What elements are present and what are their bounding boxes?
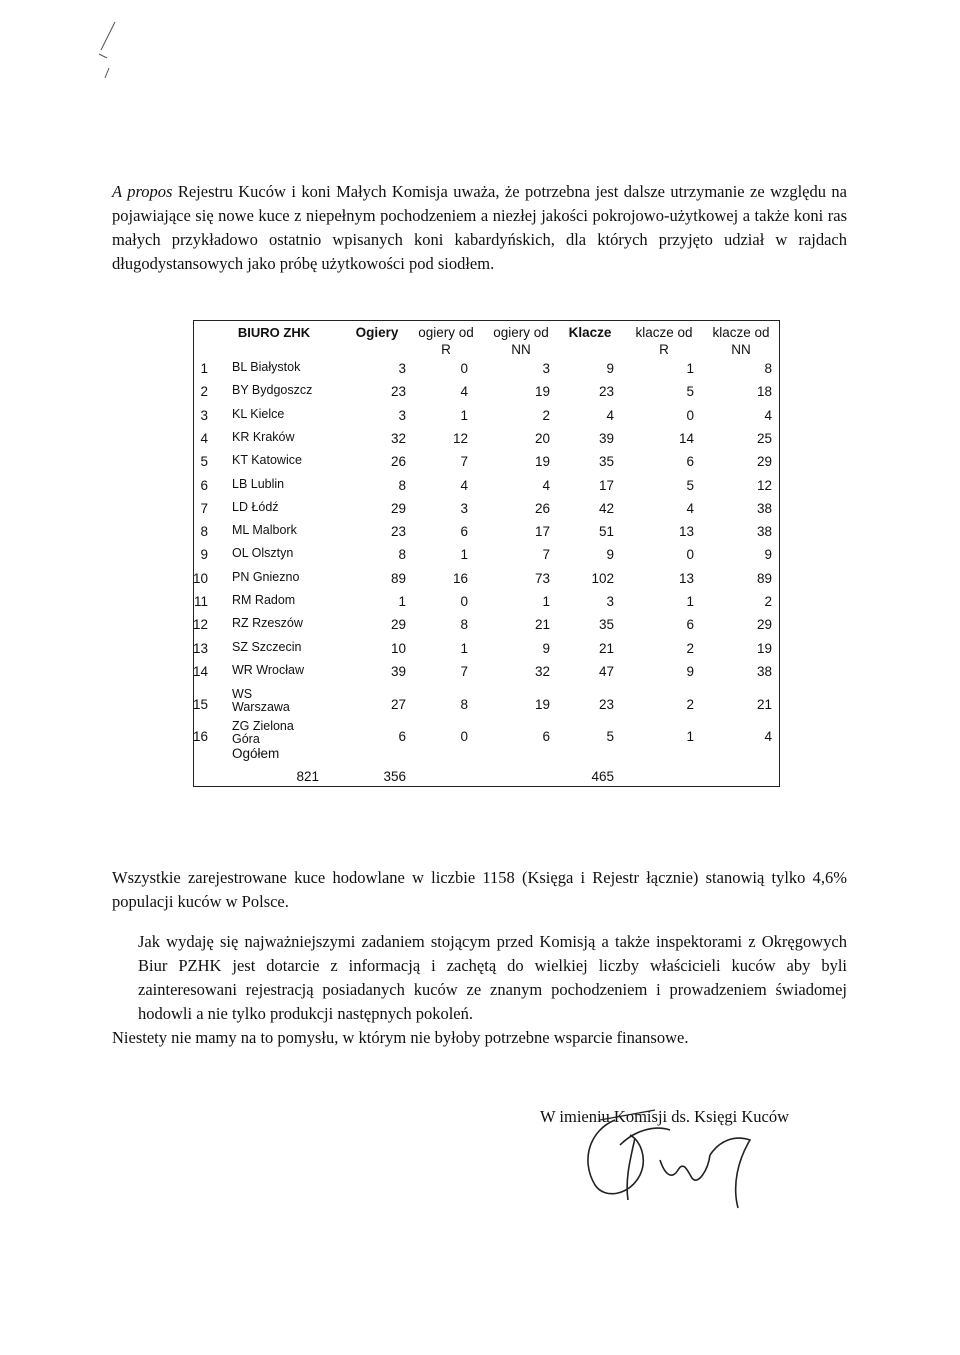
row-value-3: 73 [534, 570, 550, 586]
row-value-4: 23 [598, 384, 614, 400]
row-value-5: 2 [686, 697, 694, 712]
intro-text: Rejestru Kuców i koni Małych Komisja uważa, że potrzebna jest dalsze utrzymanie ze względu na pojawiające się nowe kuce z niepełnym pochodzeniem a niezłej jakości pokrojowo-użytkowej a także koni ras małych przykładowo ostatnio wpisanych koni kabardyńskich, dla których przyjęto udział w rajdach długodystansowych jako próbę użytkowości pod siodłem. [112, 182, 847, 273]
row-value-1: 10 [390, 640, 406, 656]
row-value-4: 102 [591, 570, 614, 586]
row-office-name: KR Kraków [232, 429, 295, 444]
row-value-2: 0 [460, 361, 468, 376]
row-value-2: 4 [460, 384, 468, 400]
row-value-4: 4 [606, 407, 614, 423]
row-value-5: 13 [678, 570, 694, 586]
row-number: 14 [192, 663, 208, 679]
row-office-name: BY Bydgoszcz [232, 383, 313, 398]
row-value-1: 27 [390, 697, 406, 712]
row-value-1: 6 [398, 729, 406, 744]
row-value-4: 39 [598, 430, 614, 446]
row-value-4: 21 [598, 640, 614, 656]
row-office-name: RM Radom [232, 593, 296, 607]
row-value-2: 7 [460, 663, 468, 679]
row-office-name: RZ Rzeszów [232, 616, 303, 631]
row-value-5: 5 [686, 477, 694, 493]
row-number: 1 [200, 361, 208, 376]
row-value-4: 17 [598, 477, 614, 493]
row-value-5: 2 [686, 640, 694, 656]
row-number: 6 [200, 477, 208, 493]
row-value-1: 3 [398, 407, 406, 423]
row-value-2: 1 [460, 407, 468, 423]
row-value-2: 0 [460, 594, 468, 609]
row-number: 4 [200, 430, 208, 446]
row-value-3: 26 [534, 500, 550, 516]
row-value-1: 3 [398, 361, 406, 376]
row-value-3: 17 [534, 524, 550, 540]
row-value-6: 25 [756, 430, 772, 446]
row-office-name: ML Malbork [232, 523, 297, 538]
row-value-6: 8 [764, 361, 772, 376]
row-office-name: WS Warszawa [232, 687, 290, 714]
table-row [194, 431, 779, 453]
handwritten-signature [560, 1100, 780, 1210]
row-number: 11 [193, 594, 208, 609]
table-row [194, 571, 779, 593]
table-row [194, 361, 779, 383]
row-value-6: 4 [764, 407, 772, 423]
table-row [194, 547, 779, 569]
row-value-4: 23 [598, 697, 614, 712]
row-value-1: 1 [398, 594, 406, 609]
table-row [194, 384, 779, 406]
row-value-3: 9 [542, 640, 550, 656]
total-all: 821 [296, 769, 319, 784]
row-value-3: 1 [542, 594, 550, 609]
row-number: 8 [200, 524, 208, 540]
table-row [194, 664, 779, 686]
row-value-5: 1 [686, 594, 694, 609]
row-value-3: 6 [542, 729, 550, 744]
header-ogiery-od-nn: ogiery od NN [493, 325, 549, 357]
row-value-1: 26 [390, 454, 406, 470]
row-number: 2 [200, 384, 208, 400]
registry-table [193, 320, 780, 787]
total-ogiery: 356 [383, 769, 406, 784]
row-value-6: 89 [756, 570, 772, 586]
row-number: 10 [192, 570, 208, 586]
row-value-2: 1 [460, 640, 468, 656]
header-klacze-od-r: klacze od R [635, 325, 693, 357]
row-number: 13 [192, 640, 208, 656]
row-value-1: 29 [390, 500, 406, 516]
row-value-6: 21 [756, 697, 772, 712]
table-row [192, 687, 779, 719]
row-value-5: 0 [686, 407, 694, 423]
row-office-name: KT Katowice [232, 453, 302, 468]
row-value-1: 89 [390, 570, 406, 586]
row-value-5: 0 [686, 547, 694, 563]
commission-paragraph [112, 930, 847, 1050]
row-value-1: 8 [398, 477, 406, 493]
row-office-name: ZG Zielona Góra [232, 719, 294, 746]
row-value-4: 5 [606, 729, 614, 744]
row-value-2: 4 [460, 477, 468, 493]
row-office-name: OL Olsztyn [232, 546, 294, 561]
row-value-5: 1 [686, 729, 694, 744]
row-office-name: SZ Szczecin [232, 639, 302, 654]
commission-main-text: Jak wydaję się najważniejszymi zadaniem stojącym przed Komisją a także inspektorami z Okręgowych Biur PZHK jest dotarcie z informacją i zachętą do wielkiej liczby właścicieli kuców aby byli zainteresowani rejestracją posiadanych kuców ze znanym pochodzeniem i prowadzeniem świadomej hodowli a nie tylko produkcji następnych pokoleń. [138, 932, 847, 1023]
row-value-1: 23 [390, 524, 406, 540]
row-number: 9 [200, 547, 208, 563]
row-number: 3 [200, 407, 208, 423]
row-value-3: 2 [542, 407, 550, 423]
row-value-2: 6 [460, 524, 468, 540]
scan-artifact [95, 20, 125, 80]
row-value-5: 13 [678, 524, 694, 540]
intro-italic-lead: A propos [112, 182, 173, 201]
row-value-4: 47 [598, 663, 614, 679]
total-klacze: 465 [591, 769, 614, 784]
table-row [194, 594, 779, 616]
row-value-5: 9 [686, 663, 694, 679]
row-value-3: 7 [542, 547, 550, 563]
total-label: Ogółem [232, 746, 280, 761]
row-value-5: 5 [686, 384, 694, 400]
row-value-3: 19 [534, 454, 550, 470]
row-value-2: 8 [460, 617, 468, 633]
row-number: 7 [200, 500, 208, 516]
table-row [194, 524, 779, 546]
row-number: 16 [192, 729, 208, 744]
row-value-6: 18 [756, 384, 772, 400]
commission-second-text: Niestety nie mamy na to pomysłu, w którym nie byłoby potrzebne wsparcie finansowe. [112, 1028, 689, 1047]
row-value-4: 51 [598, 524, 614, 540]
row-value-6: 29 [756, 617, 772, 633]
row-value-4: 9 [606, 361, 614, 376]
row-value-2: 1 [460, 547, 468, 563]
table-row [194, 408, 779, 430]
row-value-2: 7 [460, 454, 468, 470]
table-row [194, 501, 779, 523]
row-value-4: 9 [606, 547, 614, 563]
row-office-name: WR Wrocław [232, 662, 304, 677]
header-klacze-od-nn: klacze od NN [712, 325, 770, 357]
row-value-1: 29 [390, 617, 406, 633]
row-value-6: 12 [756, 477, 772, 493]
row-value-4: 42 [598, 500, 614, 516]
row-office-name: LD Łódź [232, 499, 279, 514]
signature-line: W imieniu Komisji ds. Księgi Kuców [540, 1107, 790, 1126]
header-biuro: BIURO ZHK [237, 325, 311, 340]
row-value-3: 4 [542, 477, 550, 493]
row-value-3: 32 [534, 663, 550, 679]
table-row [194, 454, 779, 476]
row-value-6: 19 [756, 640, 772, 656]
row-value-3: 19 [534, 697, 550, 712]
row-value-3: 19 [534, 384, 550, 400]
row-value-2: 0 [460, 729, 468, 744]
row-value-1: 32 [390, 430, 406, 446]
header-klacze: Klacze [568, 325, 612, 340]
header-ogiery: Ogiery [355, 325, 399, 340]
row-value-3: 20 [534, 430, 550, 446]
row-value-2: 16 [452, 570, 468, 586]
row-value-3: 21 [534, 617, 550, 633]
row-value-6: 38 [756, 524, 772, 540]
row-value-1: 23 [390, 384, 406, 400]
population-paragraph: Wszystkie zarejestrowane kuce hodowlane w liczbie 1158 (Księga i Rejestr łącznie) stanowią tylko 4,6% populacji kuców w Polsce. [112, 868, 847, 911]
row-office-name: KL Kielce [232, 406, 285, 421]
row-value-2: 12 [452, 430, 468, 446]
table-header [194, 324, 779, 364]
table-row [194, 478, 779, 500]
row-value-4: 3 [606, 594, 614, 609]
row-office-name: PN Gniezno [232, 569, 300, 584]
row-value-5: 1 [686, 361, 694, 376]
row-number: 12 [192, 617, 208, 633]
row-value-2: 8 [460, 697, 468, 712]
table-row [194, 617, 779, 639]
row-office-name: BL Białystok [232, 360, 301, 374]
row-value-4: 35 [598, 617, 614, 633]
row-value-1: 39 [390, 663, 406, 679]
row-value-5: 6 [686, 454, 694, 470]
row-value-5: 14 [678, 430, 694, 446]
row-value-3: 3 [542, 361, 550, 376]
row-value-6: 4 [764, 729, 772, 744]
row-value-5: 6 [686, 617, 694, 633]
table-row [192, 719, 779, 751]
row-value-6: 38 [756, 500, 772, 516]
row-value-4: 35 [598, 454, 614, 470]
row-number: 15 [192, 697, 208, 712]
row-value-6: 2 [764, 594, 772, 609]
row-value-1: 8 [398, 547, 406, 563]
intro-paragraph [112, 180, 847, 276]
row-number: 5 [200, 454, 208, 470]
row-value-2: 3 [460, 500, 468, 516]
row-office-name: LB Lublin [232, 476, 285, 491]
header-ogiery-od-r: ogiery od R [418, 325, 474, 357]
row-value-6: 38 [756, 663, 772, 679]
row-value-5: 4 [686, 500, 694, 516]
row-value-6: 9 [764, 547, 772, 563]
table-row [194, 641, 779, 663]
row-value-6: 29 [756, 454, 772, 470]
